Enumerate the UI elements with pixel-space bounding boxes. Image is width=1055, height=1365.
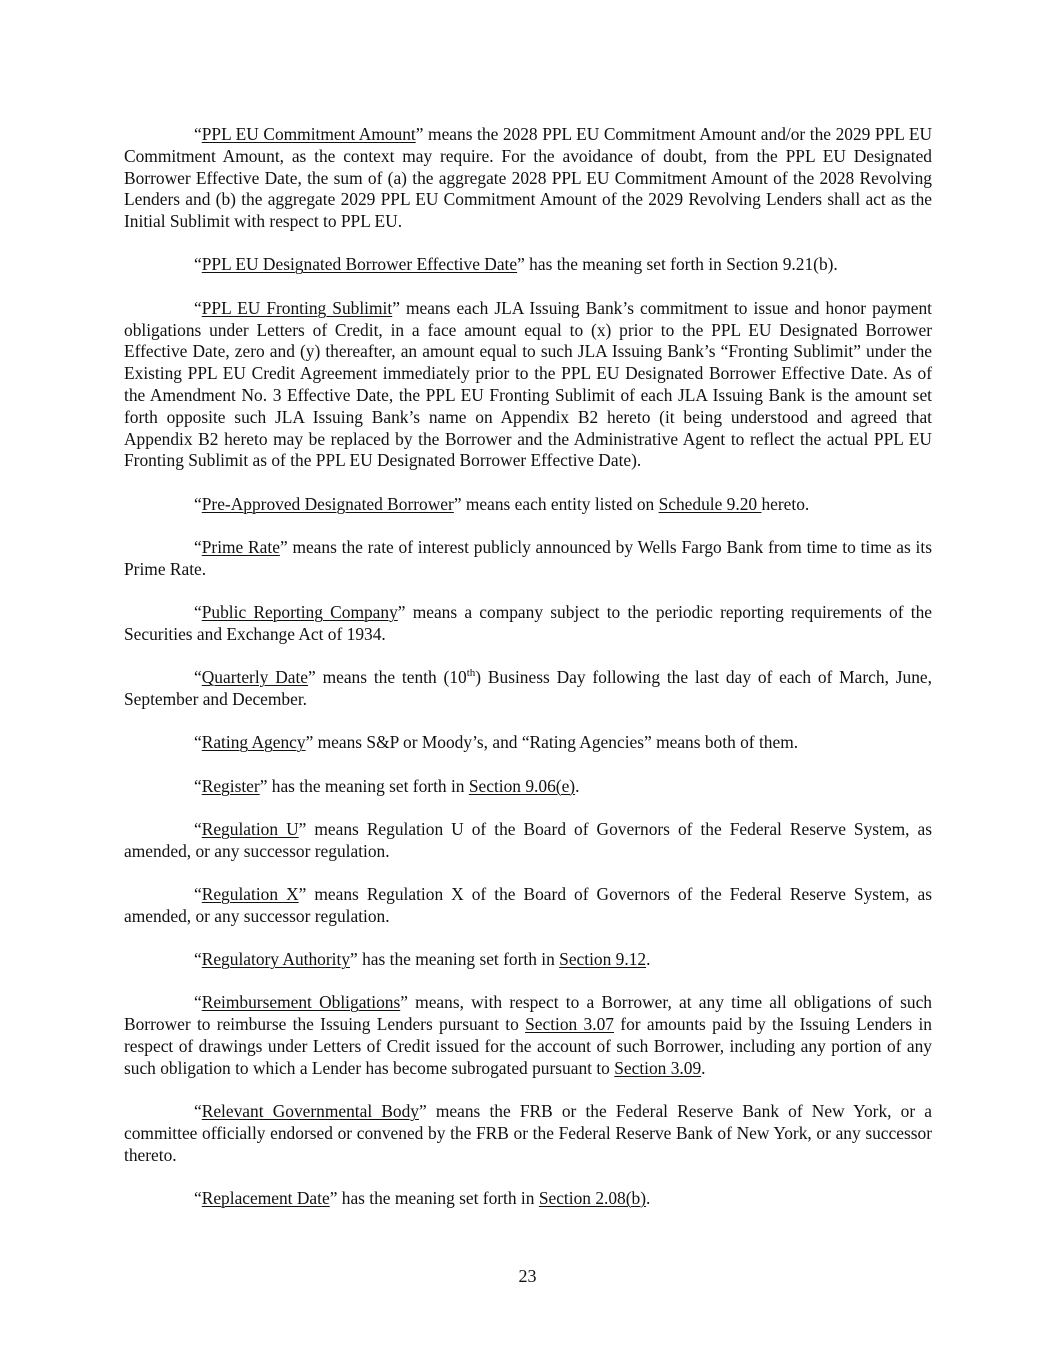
open-quote: “ xyxy=(194,124,202,144)
defined-term: Pre-Approved Designated Borrower xyxy=(201,493,454,514)
open-quote: “ xyxy=(194,254,202,275)
definition-tail: ) Business Day following the last day of each of March, June, September and December. xyxy=(124,667,932,709)
cross-reference: Section 3.07 xyxy=(525,1014,614,1035)
definition-quarterly-date xyxy=(124,667,932,711)
open-quote: “ xyxy=(194,1101,202,1121)
definition-middle: for amounts paid by the Issuing Lenders in respect of drawings under Letters of Credit issued for the account of such Borrower, including any portion of any such obligation to which a Lender has become subrogated pursuant to xyxy=(124,1014,932,1078)
definition-text: ” means the tenth (10 xyxy=(308,667,467,688)
open-quote: “ xyxy=(194,602,202,623)
definition-regulatory-authority xyxy=(124,949,932,971)
definition-text: ” means a company subject to the periodic reporting requirements of the Securities and Exchange Act of 1934. xyxy=(124,602,932,644)
definition-text: ” means the rate of interest publicly announced by Wells Fargo Bank from time to time as its Prime Rate. xyxy=(124,536,932,579)
definition-ppl-eu-designated-borrower-effective-date xyxy=(124,254,932,276)
cross-reference: Section 3.09 xyxy=(614,1057,702,1078)
definition-tail: . xyxy=(646,1187,651,1208)
definition-text: ” means the FRB or the Federal Reserve Bank of New York, or a committee officially endorsed or convened by the FRB or the Federal Reserve Bank of New York, or any successor thereto. xyxy=(124,1101,932,1165)
definition-text: ” means S&P or Moody’s, and “Rating Agencies” means both of them. xyxy=(305,732,799,753)
definition-tail: . xyxy=(646,949,651,970)
defined-term: Quarterly Date xyxy=(201,667,309,688)
defined-term: Prime Rate xyxy=(201,536,280,557)
open-quote: “ xyxy=(194,992,202,1013)
cross-reference: Schedule 9.20 xyxy=(658,493,762,514)
open-quote: “ xyxy=(194,297,202,318)
defined-term: Register xyxy=(201,775,260,796)
definition-text: ” has the meaning set forth in xyxy=(350,949,560,970)
definition-relevant-governmental-body xyxy=(124,1101,932,1166)
definition-ppl-eu-fronting-sublimit xyxy=(124,298,932,472)
definition-tail: . xyxy=(575,775,580,796)
defined-term: Rating Agency xyxy=(201,732,306,753)
document-page xyxy=(124,124,932,1231)
page-number: 23 xyxy=(518,1266,537,1286)
definition-register xyxy=(124,776,932,798)
open-quote: “ xyxy=(194,883,202,904)
defined-term: PPL EU Commitment Amount xyxy=(201,124,416,144)
definition-text: ” means Regulation X of the Board of Governors of the Federal Reserve System, as amended, or any successor regulation. xyxy=(124,883,932,926)
open-quote: “ xyxy=(194,667,202,688)
defined-term: Regulation U xyxy=(201,818,299,839)
definition-text: ” has the meaning set forth in xyxy=(259,775,469,796)
defined-term: PPL EU Fronting Sublimit xyxy=(201,297,393,318)
cross-reference: Section 9.12 xyxy=(559,949,647,970)
definition-tail: hereto. xyxy=(761,493,810,514)
definition-regulation-x xyxy=(124,884,932,928)
defined-term: Regulation X xyxy=(201,883,299,904)
definition-replacement-date xyxy=(124,1188,932,1210)
definition-text: ” means Regulation U of the Board of Governors of the Federal Reserve System, as amended, or any successor regulation. xyxy=(124,818,932,861)
definition-text: ” means the 2028 PPL EU Commitment Amount and/or the 2029 PPL EU Commitment Amount, as the context may require. For the avoidance of doubt, from the PPL EU Designated Borrower Effective Date, the sum of (a) the aggregate 2028 PPL EU Commitment Amount of the 2028 Revolving Lenders and (b) the aggregate 2029 PPL EU Commitment Amount of the 2029 Revolving Lenders shall act as the Initial Sublimit with respect to PPL EU. xyxy=(124,124,932,232)
definition-public-reporting-company xyxy=(124,602,932,646)
open-quote: “ xyxy=(194,1187,202,1208)
superscript-ordinal: th xyxy=(466,667,476,680)
definition-text: ” means each entity listed on xyxy=(453,493,659,514)
open-quote: “ xyxy=(194,493,202,514)
definition-reimbursement-obligations xyxy=(124,992,932,1079)
definition-tail: . xyxy=(701,1057,706,1078)
defined-term: PPL EU Designated Borrower Effective Date xyxy=(201,254,518,275)
defined-term: Replacement Date xyxy=(201,1187,330,1208)
definition-text: ” means, with respect to a Borrower, at any time all obligations of such Borrower to reimburse the Issuing Lenders pursuant to xyxy=(124,992,932,1035)
definition-prime-rate xyxy=(124,537,932,581)
cross-reference: Section 2.08(b) xyxy=(538,1187,647,1208)
defined-term: Public Reporting Company xyxy=(201,602,398,623)
definition-rating-agency xyxy=(124,732,932,754)
open-quote: “ xyxy=(194,536,202,557)
open-quote: “ xyxy=(194,732,202,753)
definition-text: ” has the meaning set forth in Section 9.21(b). xyxy=(517,254,838,275)
cross-reference: Section 9.06(e) xyxy=(468,775,576,796)
definition-pre-approved-designated-borrower xyxy=(124,494,932,516)
open-quote: “ xyxy=(194,949,202,970)
open-quote: “ xyxy=(194,775,202,796)
open-quote: “ xyxy=(194,818,202,839)
definition-text: ” means each JLA Issuing Bank’s commitment to issue and honor payment obligations under Letters of Credit, in a face amount equal to (x) prior to the PPL EU Designated Borrower Effective Date, zero and (y) thereafter, an amount equal to such JLA Issuing Bank’s “Fronting Sublimit” under the Existing PPL EU Credit Agreement immediately prior to the PPL EU Designated Borrower Effective Date. As of the Amendment No. 3 Effective Date, the PPL EU Fronting Sublimit of each JLA Issuing Bank is the amount set forth opposite such JLA Issuing Bank’s name on Appendix B2 hereto (it being understood and agreed that Appendix B2 hereto may be replaced by the Borrower and the Administrative Agent to reflect the actual PPL EU Fronting Sublimit as of the PPL EU Designated Borrower Effective Date). xyxy=(124,297,933,471)
defined-term: Reimbursement Obligations xyxy=(201,992,401,1013)
defined-term: Regulatory Authority xyxy=(201,949,351,970)
defined-term: Relevant Governmental Body xyxy=(201,1101,419,1121)
definition-regulation-u xyxy=(124,819,932,863)
definition-ppl-eu-commitment-amount xyxy=(124,124,932,233)
definition-text: ” has the meaning set forth in xyxy=(329,1187,539,1208)
